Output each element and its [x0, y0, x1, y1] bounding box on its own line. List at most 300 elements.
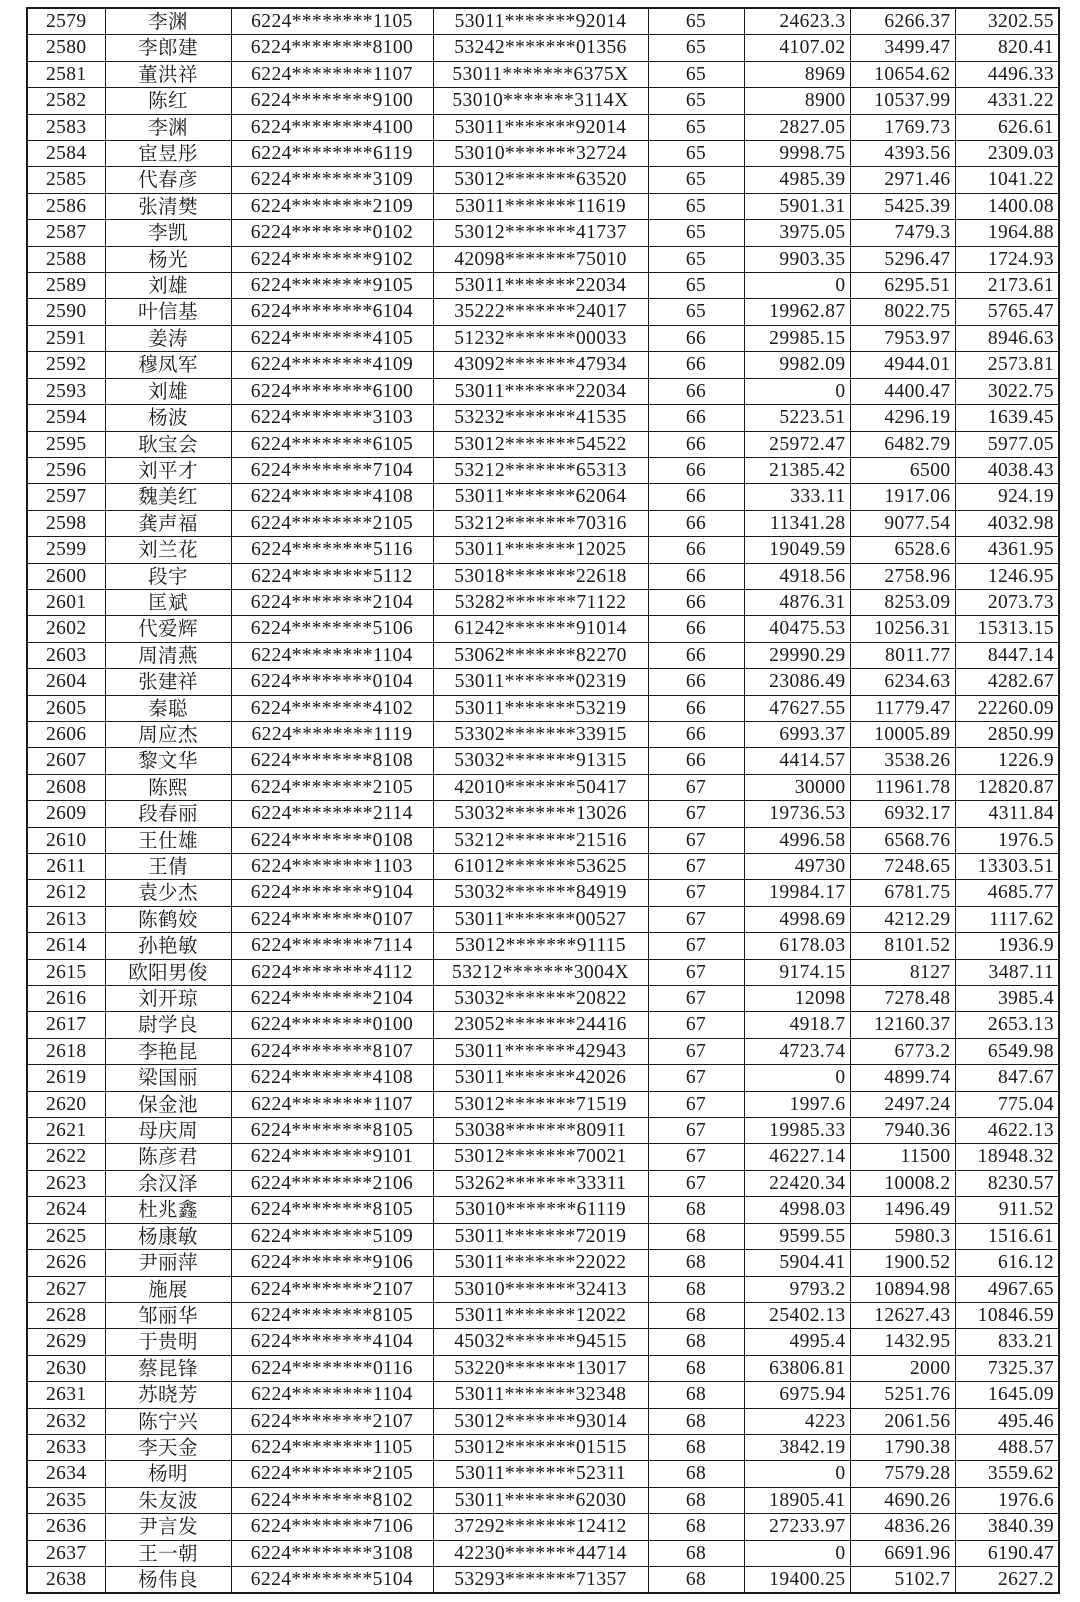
cell-amount-3: 1645.09	[955, 1382, 1059, 1408]
cell-id-card-number-masked: 53062*******82270	[433, 642, 648, 668]
cell-bank-card-number-masked: 6224********4100	[231, 114, 433, 140]
cell-sequence-number: 2608	[27, 774, 105, 800]
cell-person-name: 杨明	[105, 1461, 231, 1487]
cell-age: 66	[648, 325, 744, 351]
cell-amount-3: 911.52	[955, 1197, 1059, 1223]
cell-age: 66	[648, 431, 744, 457]
cell-amount-3: 1117.62	[955, 906, 1059, 932]
cell-id-card-number-masked: 53012*******63520	[433, 167, 648, 193]
cell-person-name: 尉学良	[105, 1012, 231, 1038]
cell-sequence-number: 2603	[27, 642, 105, 668]
cell-id-card-number-masked: 53212*******3004X	[433, 959, 648, 985]
table-row	[27, 1566, 1059, 1593]
cell-person-name: 陈鹤姣	[105, 906, 231, 932]
cell-bank-card-number-masked: 6224********0100	[231, 1012, 433, 1038]
cell-amount-2: 6932.17	[850, 801, 955, 827]
cell-amount-2: 7479.3	[850, 220, 955, 246]
cell-amount-3: 2573.81	[955, 352, 1059, 378]
cell-amount-3: 2653.13	[955, 1012, 1059, 1038]
cell-amount-1: 21385.42	[744, 457, 850, 483]
cell-person-name: 杜兆鑫	[105, 1197, 231, 1223]
cell-amount-2: 5251.76	[850, 1382, 955, 1408]
cell-sequence-number: 2610	[27, 827, 105, 853]
cell-bank-card-number-masked: 6224********4109	[231, 352, 433, 378]
cell-bank-card-number-masked: 6224********9102	[231, 246, 433, 272]
cell-amount-3: 847.67	[955, 1065, 1059, 1091]
cell-person-name: 宦昱彤	[105, 141, 231, 167]
table-row	[27, 1091, 1059, 1117]
cell-person-name: 施展	[105, 1276, 231, 1302]
cell-person-name: 朱友波	[105, 1487, 231, 1513]
cell-bank-card-number-masked: 6224********2106	[231, 1170, 433, 1196]
cell-sequence-number: 2625	[27, 1223, 105, 1249]
cell-amount-3: 8946.63	[955, 325, 1059, 351]
cell-bank-card-number-masked: 6224********1105	[231, 8, 433, 35]
cell-amount-3: 4331.22	[955, 88, 1059, 114]
cell-sequence-number: 2609	[27, 801, 105, 827]
cell-id-card-number-masked: 53012*******70021	[433, 1144, 648, 1170]
cell-id-card-number-masked: 53011*******42943	[433, 1038, 648, 1064]
cell-age: 66	[648, 695, 744, 721]
cell-amount-2: 4944.01	[850, 352, 955, 378]
cell-amount-3: 4967.65	[955, 1276, 1059, 1302]
cell-sequence-number: 2599	[27, 537, 105, 563]
cell-age: 66	[648, 457, 744, 483]
cell-amount-1: 19736.53	[744, 801, 850, 827]
cell-bank-card-number-masked: 6224********4112	[231, 959, 433, 985]
cell-amount-2: 1790.38	[850, 1434, 955, 1460]
cell-amount-3: 10846.59	[955, 1302, 1059, 1328]
cell-amount-3: 1041.22	[955, 167, 1059, 193]
cell-amount-2: 5980.3	[850, 1223, 955, 1249]
cell-amount-2: 2497.24	[850, 1091, 955, 1117]
table-row	[27, 431, 1059, 457]
cell-amount-2: 11779.47	[850, 695, 955, 721]
cell-sequence-number: 2621	[27, 1118, 105, 1144]
cell-sequence-number: 2619	[27, 1065, 105, 1091]
cell-amount-2: 5425.39	[850, 193, 955, 219]
cell-sequence-number: 2622	[27, 1144, 105, 1170]
cell-amount-1: 30000	[744, 774, 850, 800]
cell-age: 68	[648, 1382, 744, 1408]
cell-person-name: 黎文华	[105, 748, 231, 774]
cell-amount-1: 3975.05	[744, 220, 850, 246]
cell-bank-card-number-masked: 6224********6104	[231, 299, 433, 325]
cell-amount-3: 1976.5	[955, 827, 1059, 853]
cell-sequence-number: 2630	[27, 1355, 105, 1381]
cell-person-name: 袁少杰	[105, 880, 231, 906]
cell-bank-card-number-masked: 6224********0108	[231, 827, 433, 853]
table-row	[27, 167, 1059, 193]
table-row	[27, 1197, 1059, 1223]
cell-amount-2: 11500	[850, 1144, 955, 1170]
cell-age: 66	[648, 748, 744, 774]
cell-amount-1: 333.11	[744, 484, 850, 510]
cell-id-card-number-masked: 53032*******91315	[433, 748, 648, 774]
cell-amount-1: 22420.34	[744, 1170, 850, 1196]
cell-amount-3: 6549.98	[955, 1038, 1059, 1064]
cell-amount-2: 6266.37	[850, 8, 955, 35]
cell-amount-3: 488.57	[955, 1434, 1059, 1460]
cell-amount-1: 27233.97	[744, 1514, 850, 1540]
cell-bank-card-number-masked: 6224********0102	[231, 220, 433, 246]
table-row	[27, 457, 1059, 483]
cell-id-card-number-masked: 53011*******62030	[433, 1487, 648, 1513]
cell-amount-2: 10894.98	[850, 1276, 955, 1302]
cell-amount-3: 13303.51	[955, 854, 1059, 880]
cell-age: 67	[648, 774, 744, 800]
cell-person-name: 魏美红	[105, 484, 231, 510]
cell-amount-1: 0	[744, 1065, 850, 1091]
cell-person-name: 苏晓芳	[105, 1382, 231, 1408]
table-row	[27, 801, 1059, 827]
table-row	[27, 1065, 1059, 1091]
cell-amount-1: 4996.58	[744, 827, 850, 853]
table-row	[27, 484, 1059, 510]
cell-bank-card-number-masked: 6224********1104	[231, 1382, 433, 1408]
cell-sequence-number: 2607	[27, 748, 105, 774]
cell-age: 68	[648, 1540, 744, 1566]
cell-id-card-number-masked: 53012*******54522	[433, 431, 648, 457]
table-row	[27, 1012, 1059, 1038]
cell-id-card-number-masked: 53011*******22022	[433, 1250, 648, 1276]
cell-bank-card-number-masked: 6224********8105	[231, 1118, 433, 1144]
cell-person-name: 龚声福	[105, 510, 231, 536]
cell-sequence-number: 2587	[27, 220, 105, 246]
cell-bank-card-number-masked: 6224********2104	[231, 986, 433, 1012]
cell-id-card-number-masked: 53010*******32413	[433, 1276, 648, 1302]
cell-amount-1: 4998.69	[744, 906, 850, 932]
cell-amount-2: 12160.37	[850, 1012, 955, 1038]
cell-amount-1: 40475.53	[744, 616, 850, 642]
table-row	[27, 141, 1059, 167]
cell-amount-1: 3842.19	[744, 1434, 850, 1460]
cell-amount-2: 2000	[850, 1355, 955, 1381]
cell-person-name: 李凯	[105, 220, 231, 246]
cell-bank-card-number-masked: 6224********2107	[231, 1408, 433, 1434]
cell-age: 67	[648, 1091, 744, 1117]
cell-amount-2: 2758.96	[850, 563, 955, 589]
cell-amount-1: 11341.28	[744, 510, 850, 536]
cell-bank-card-number-masked: 6224********9105	[231, 273, 433, 299]
cell-person-name: 王倩	[105, 854, 231, 880]
table-row	[27, 246, 1059, 272]
cell-person-name: 陈宁兴	[105, 1408, 231, 1434]
cell-amount-3: 495.46	[955, 1408, 1059, 1434]
cell-bank-card-number-masked: 6224********5109	[231, 1223, 433, 1249]
cell-age: 65	[648, 220, 744, 246]
cell-sequence-number: 2596	[27, 457, 105, 483]
cell-sequence-number: 2606	[27, 721, 105, 747]
cell-id-card-number-masked: 53012*******93014	[433, 1408, 648, 1434]
cell-amount-2: 6482.79	[850, 431, 955, 457]
cell-amount-1: 9998.75	[744, 141, 850, 167]
table-row	[27, 986, 1059, 1012]
cell-bank-card-number-masked: 6224********5116	[231, 537, 433, 563]
table-row	[27, 8, 1059, 35]
cell-age: 65	[648, 141, 744, 167]
cell-amount-1: 19049.59	[744, 537, 850, 563]
cell-age: 67	[648, 854, 744, 880]
cell-bank-card-number-masked: 6224********3109	[231, 167, 433, 193]
cell-age: 66	[648, 721, 744, 747]
cell-amount-3: 3487.11	[955, 959, 1059, 985]
cell-amount-2: 4690.26	[850, 1487, 955, 1513]
cell-id-card-number-masked: 53032*******13026	[433, 801, 648, 827]
cell-id-card-number-masked: 53293*******71357	[433, 1566, 648, 1593]
cell-amount-1: 5223.51	[744, 405, 850, 431]
cell-person-name: 王仕雄	[105, 827, 231, 853]
cell-amount-3: 4032.98	[955, 510, 1059, 536]
cell-sequence-number: 2613	[27, 906, 105, 932]
cell-amount-3: 4361.95	[955, 537, 1059, 563]
cell-amount-3: 1226.9	[955, 748, 1059, 774]
cell-sequence-number: 2589	[27, 273, 105, 299]
cell-amount-1: 12098	[744, 986, 850, 1012]
cell-person-name: 尹丽萍	[105, 1250, 231, 1276]
cell-sequence-number: 2586	[27, 193, 105, 219]
cell-person-name: 姜涛	[105, 325, 231, 351]
cell-amount-2: 6691.96	[850, 1540, 955, 1566]
cell-person-name: 周清燕	[105, 642, 231, 668]
cell-amount-1: 5904.41	[744, 1250, 850, 1276]
cell-age: 68	[648, 1487, 744, 1513]
cell-person-name: 杨康敏	[105, 1223, 231, 1249]
cell-sequence-number: 2624	[27, 1197, 105, 1223]
cell-age: 65	[648, 88, 744, 114]
cell-bank-card-number-masked: 6224********2107	[231, 1276, 433, 1302]
cell-amount-1: 19400.25	[744, 1566, 850, 1593]
cell-amount-3: 18948.32	[955, 1144, 1059, 1170]
cell-age: 66	[648, 563, 744, 589]
cell-amount-1: 4918.7	[744, 1012, 850, 1038]
cell-id-card-number-masked: 53011*******6375X	[433, 61, 648, 87]
cell-bank-card-number-masked: 6224********7106	[231, 1514, 433, 1540]
cell-person-name: 段春丽	[105, 801, 231, 827]
cell-sequence-number: 2601	[27, 589, 105, 615]
cell-age: 68	[648, 1302, 744, 1328]
cell-amount-2: 1496.49	[850, 1197, 955, 1223]
cell-sequence-number: 2637	[27, 1540, 105, 1566]
cell-person-name: 陈彦君	[105, 1144, 231, 1170]
cell-bank-card-number-masked: 6224********6105	[231, 431, 433, 457]
cell-amount-2: 8101.52	[850, 933, 955, 959]
table-row	[27, 1302, 1059, 1328]
cell-bank-card-number-masked: 6224********1104	[231, 642, 433, 668]
cell-person-name: 王一朝	[105, 1540, 231, 1566]
cell-amount-2: 6781.75	[850, 880, 955, 906]
cell-id-card-number-masked: 53011*******22034	[433, 378, 648, 404]
table-row	[27, 1250, 1059, 1276]
cell-person-name: 李天金	[105, 1434, 231, 1460]
cell-amount-1: 63806.81	[744, 1355, 850, 1381]
cell-id-card-number-masked: 53011*******52311	[433, 1461, 648, 1487]
cell-age: 66	[648, 510, 744, 536]
cell-amount-2: 1432.95	[850, 1329, 955, 1355]
cell-sequence-number: 2632	[27, 1408, 105, 1434]
cell-sequence-number: 2616	[27, 986, 105, 1012]
cell-amount-2: 4836.26	[850, 1514, 955, 1540]
cell-amount-1: 0	[744, 378, 850, 404]
cell-amount-3: 616.12	[955, 1250, 1059, 1276]
cell-bank-card-number-masked: 6224********1103	[231, 854, 433, 880]
cell-amount-1: 0	[744, 273, 850, 299]
table-row	[27, 193, 1059, 219]
cell-age: 66	[648, 405, 744, 431]
cell-sequence-number: 2638	[27, 1566, 105, 1593]
cell-bank-card-number-masked: 6224********1107	[231, 61, 433, 87]
cell-amount-1: 6178.03	[744, 933, 850, 959]
cell-amount-3: 3840.39	[955, 1514, 1059, 1540]
cell-amount-2: 6528.6	[850, 537, 955, 563]
cell-bank-card-number-masked: 6224********2109	[231, 193, 433, 219]
cell-bank-card-number-masked: 6224********5112	[231, 563, 433, 589]
cell-person-name: 刘雄	[105, 273, 231, 299]
cell-sequence-number: 2595	[27, 431, 105, 457]
cell-id-card-number-masked: 53011*******92014	[433, 8, 648, 35]
cell-person-name: 耿宝会	[105, 431, 231, 457]
cell-bank-card-number-masked: 6224********1119	[231, 721, 433, 747]
table-row	[27, 933, 1059, 959]
cell-age: 67	[648, 801, 744, 827]
cell-sequence-number: 2585	[27, 167, 105, 193]
cell-amount-3: 1724.93	[955, 246, 1059, 272]
table-row	[27, 114, 1059, 140]
cell-person-name: 陈红	[105, 88, 231, 114]
cell-person-name: 秦聪	[105, 695, 231, 721]
cell-bank-card-number-masked: 6224********4108	[231, 484, 433, 510]
cell-age: 67	[648, 933, 744, 959]
cell-id-card-number-masked: 61012*******53625	[433, 854, 648, 880]
cell-amount-3: 7325.37	[955, 1355, 1059, 1381]
cell-amount-1: 19985.33	[744, 1118, 850, 1144]
cell-age: 68	[648, 1329, 744, 1355]
table-row	[27, 35, 1059, 61]
cell-amount-2: 10537.99	[850, 88, 955, 114]
cell-sequence-number: 2615	[27, 959, 105, 985]
cell-amount-2: 11961.78	[850, 774, 955, 800]
cell-id-card-number-masked: 53011*******11619	[433, 193, 648, 219]
table-row	[27, 273, 1059, 299]
cell-person-name: 穆凤军	[105, 352, 231, 378]
cell-age: 67	[648, 1170, 744, 1196]
cell-id-card-number-masked: 53232*******41535	[433, 405, 648, 431]
cell-bank-card-number-masked: 6224********8107	[231, 1038, 433, 1064]
cell-bank-card-number-masked: 6224********0107	[231, 906, 433, 932]
cell-amount-2: 7953.97	[850, 325, 955, 351]
cell-amount-2: 3499.47	[850, 35, 955, 61]
cell-amount-2: 7248.65	[850, 854, 955, 880]
cell-person-name: 蔡昆锋	[105, 1355, 231, 1381]
cell-person-name: 陈熙	[105, 774, 231, 800]
cell-age: 67	[648, 1065, 744, 1091]
table-row	[27, 1144, 1059, 1170]
cell-id-card-number-masked: 53212*******65313	[433, 457, 648, 483]
cell-amount-3: 5765.47	[955, 299, 1059, 325]
cell-person-name: 张建祥	[105, 669, 231, 695]
cell-person-name: 李郎建	[105, 35, 231, 61]
cell-sequence-number: 2635	[27, 1487, 105, 1513]
cell-amount-3: 2309.03	[955, 141, 1059, 167]
cell-person-name: 董洪祥	[105, 61, 231, 87]
cell-sequence-number: 2629	[27, 1329, 105, 1355]
cell-age: 67	[648, 880, 744, 906]
cell-id-card-number-masked: 53038*******80911	[433, 1118, 648, 1144]
cell-amount-1: 9982.09	[744, 352, 850, 378]
table-row	[27, 88, 1059, 114]
cell-amount-2: 6295.51	[850, 273, 955, 299]
cell-id-card-number-masked: 53011*******12025	[433, 537, 648, 563]
cell-amount-2: 10654.62	[850, 61, 955, 87]
cell-person-name: 余汉泽	[105, 1170, 231, 1196]
cell-amount-2: 5102.7	[850, 1566, 955, 1593]
cell-person-name: 匡斌	[105, 589, 231, 615]
cell-amount-3: 2173.61	[955, 273, 1059, 299]
cell-amount-1: 4223	[744, 1408, 850, 1434]
cell-age: 67	[648, 1038, 744, 1064]
cell-bank-card-number-masked: 6224********4108	[231, 1065, 433, 1091]
cell-id-card-number-masked: 53220*******13017	[433, 1355, 648, 1381]
table-row	[27, 854, 1059, 880]
cell-bank-card-number-masked: 6224********2105	[231, 774, 433, 800]
cell-amount-1: 0	[744, 1461, 850, 1487]
cell-bank-card-number-masked: 6224********9101	[231, 1144, 433, 1170]
cell-bank-card-number-masked: 6224********8108	[231, 748, 433, 774]
cell-person-name: 代春彦	[105, 167, 231, 193]
cell-amount-2: 8127	[850, 959, 955, 985]
cell-sequence-number: 2617	[27, 1012, 105, 1038]
table-row	[27, 1461, 1059, 1487]
cell-amount-1: 4995.4	[744, 1329, 850, 1355]
cell-age: 68	[648, 1461, 744, 1487]
cell-sequence-number: 2633	[27, 1434, 105, 1460]
table-row	[27, 880, 1059, 906]
table-row	[27, 827, 1059, 853]
cell-amount-3: 833.21	[955, 1329, 1059, 1355]
cell-amount-2: 3538.26	[850, 748, 955, 774]
cell-amount-2: 6500	[850, 457, 955, 483]
cell-id-card-number-masked: 53302*******33915	[433, 721, 648, 747]
cell-bank-card-number-masked: 6224********8105	[231, 1197, 433, 1223]
cell-bank-card-number-masked: 6224********3103	[231, 405, 433, 431]
cell-person-name: 刘雄	[105, 378, 231, 404]
cell-amount-1: 9793.2	[744, 1276, 850, 1302]
cell-sequence-number: 2611	[27, 854, 105, 880]
cell-id-card-number-masked: 53242*******01356	[433, 35, 648, 61]
table-row	[27, 220, 1059, 246]
cell-person-name: 刘兰花	[105, 537, 231, 563]
cell-amount-1: 5901.31	[744, 193, 850, 219]
cell-amount-1: 4985.39	[744, 167, 850, 193]
cell-amount-2: 6568.76	[850, 827, 955, 853]
cell-amount-2: 12627.43	[850, 1302, 955, 1328]
table-row	[27, 1276, 1059, 1302]
cell-amount-1: 19984.17	[744, 880, 850, 906]
cell-person-name: 梁国丽	[105, 1065, 231, 1091]
cell-amount-3: 3202.55	[955, 8, 1059, 35]
table-row	[27, 1038, 1059, 1064]
cell-amount-1: 25402.13	[744, 1302, 850, 1328]
cell-age: 65	[648, 273, 744, 299]
cell-sequence-number: 2605	[27, 695, 105, 721]
cell-bank-card-number-masked: 6224********2105	[231, 510, 433, 536]
table-row	[27, 537, 1059, 563]
cell-age: 68	[648, 1514, 744, 1540]
cell-person-name: 杨光	[105, 246, 231, 272]
table-row	[27, 352, 1059, 378]
cell-person-name: 孙艳敏	[105, 933, 231, 959]
cell-id-card-number-masked: 53011*******22034	[433, 273, 648, 299]
